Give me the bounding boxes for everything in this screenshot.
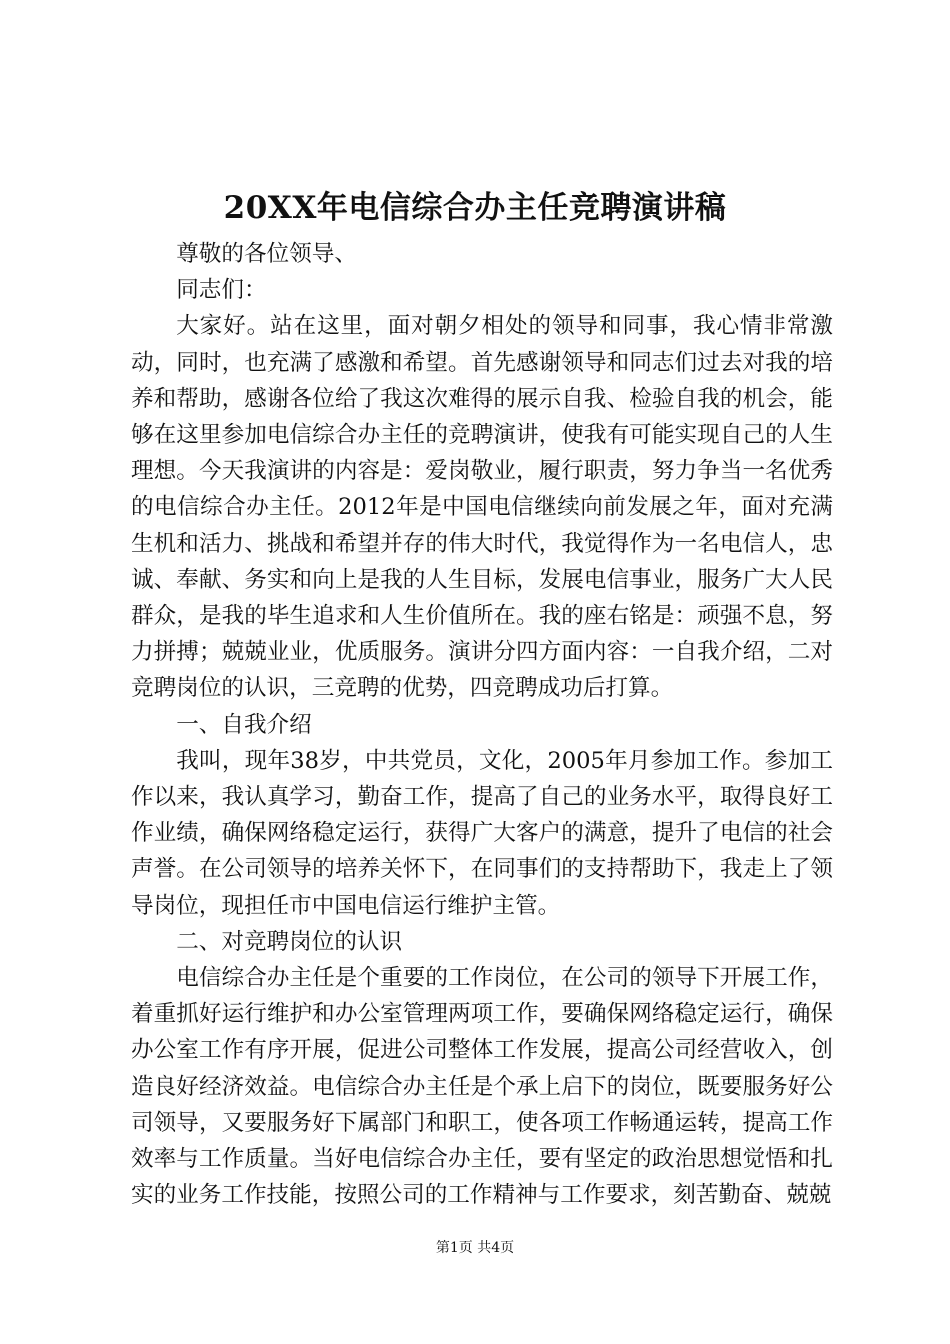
section-heading-position-understanding: 二、对竞聘岗位的认识	[176, 928, 403, 955]
salutation-line-2: 同志们：	[176, 277, 267, 304]
document-body	[131, 236, 833, 1213]
opening-paragraph: 大家好。站在这里，面对朝夕相处的领导和同事，我心情非常激动，同时，也充满了感激和希望。首先感谢领导和同志们过去对我的培养和帮助，感谢各位给了我这次难得的展示自我、检验自我的机会，能够在这里参加电信综合办主任的竞聘演讲，使我有可能实现自己的人生理想。今天我演讲的内容是：爱岗敬业，履行职责，努力争当一名优秀的电信综合办主任。2012年是中国电信继续向前发展之年，面对充满生机和活力、挑战和希望并存的伟大时代，我觉得作为一名电信人，忠诚、奉献、务实和向上是我的人生目标，发展电信事业，服务广大人民群众，是我的毕生追求和人生价值所在。我的座右铭是：顽强不息，努力拼搏；兢兢业业，优质服务。演讲分四方面内容：一自我介绍，二对竞聘岗位的认识，三竞聘的优势，四竞聘成功后打算。	[131, 313, 833, 702]
section-heading-self-introduction: 一、自我介绍	[176, 711, 312, 738]
self-introduction-paragraph: 我叫，现年38岁，中共党员，文化，2005年月参加工作。参加工作以来，我认真学习，勤奋工作，提高了自己的业务水平，取得良好工作业绩，确保网络稳定运行，获得广大客户的满意，提升了电信的社会声誉。在公司领导的培养关怀下，在同事们的支持帮助下，我走上了领导岗位，现担任市中国电信运行维护主管。	[131, 747, 833, 919]
salutation-line-1: 尊敬的各位领导、	[176, 241, 357, 267]
page-footer: 第1页 共4页	[435, 1240, 515, 1256]
position-understanding-paragraph: 电信综合办主任是个重要的工作岗位，在公司的领导下开展工作，着重抓好运行维护和办公室管理两项工作，要确保网络稳定运行，确保办公室工作有序开展，促进公司整体工作发展，提高公司经营收入，创造良好经济效益。电信综合办主任是个承上启下的岗位，既要服务好公司领导，又要服务好下属部门和职工，使各项工作畅通运转，提高工作效率与工作质量。当好电信综合办主任，要有坚定的政治思想觉悟和扎实的业务工作技能，按照公司的工作精神与工作要求，刻苦勤奋、兢兢	[131, 965, 833, 1209]
document-title: 20XX年电信综合办主任竞聘演讲稿	[223, 190, 727, 226]
